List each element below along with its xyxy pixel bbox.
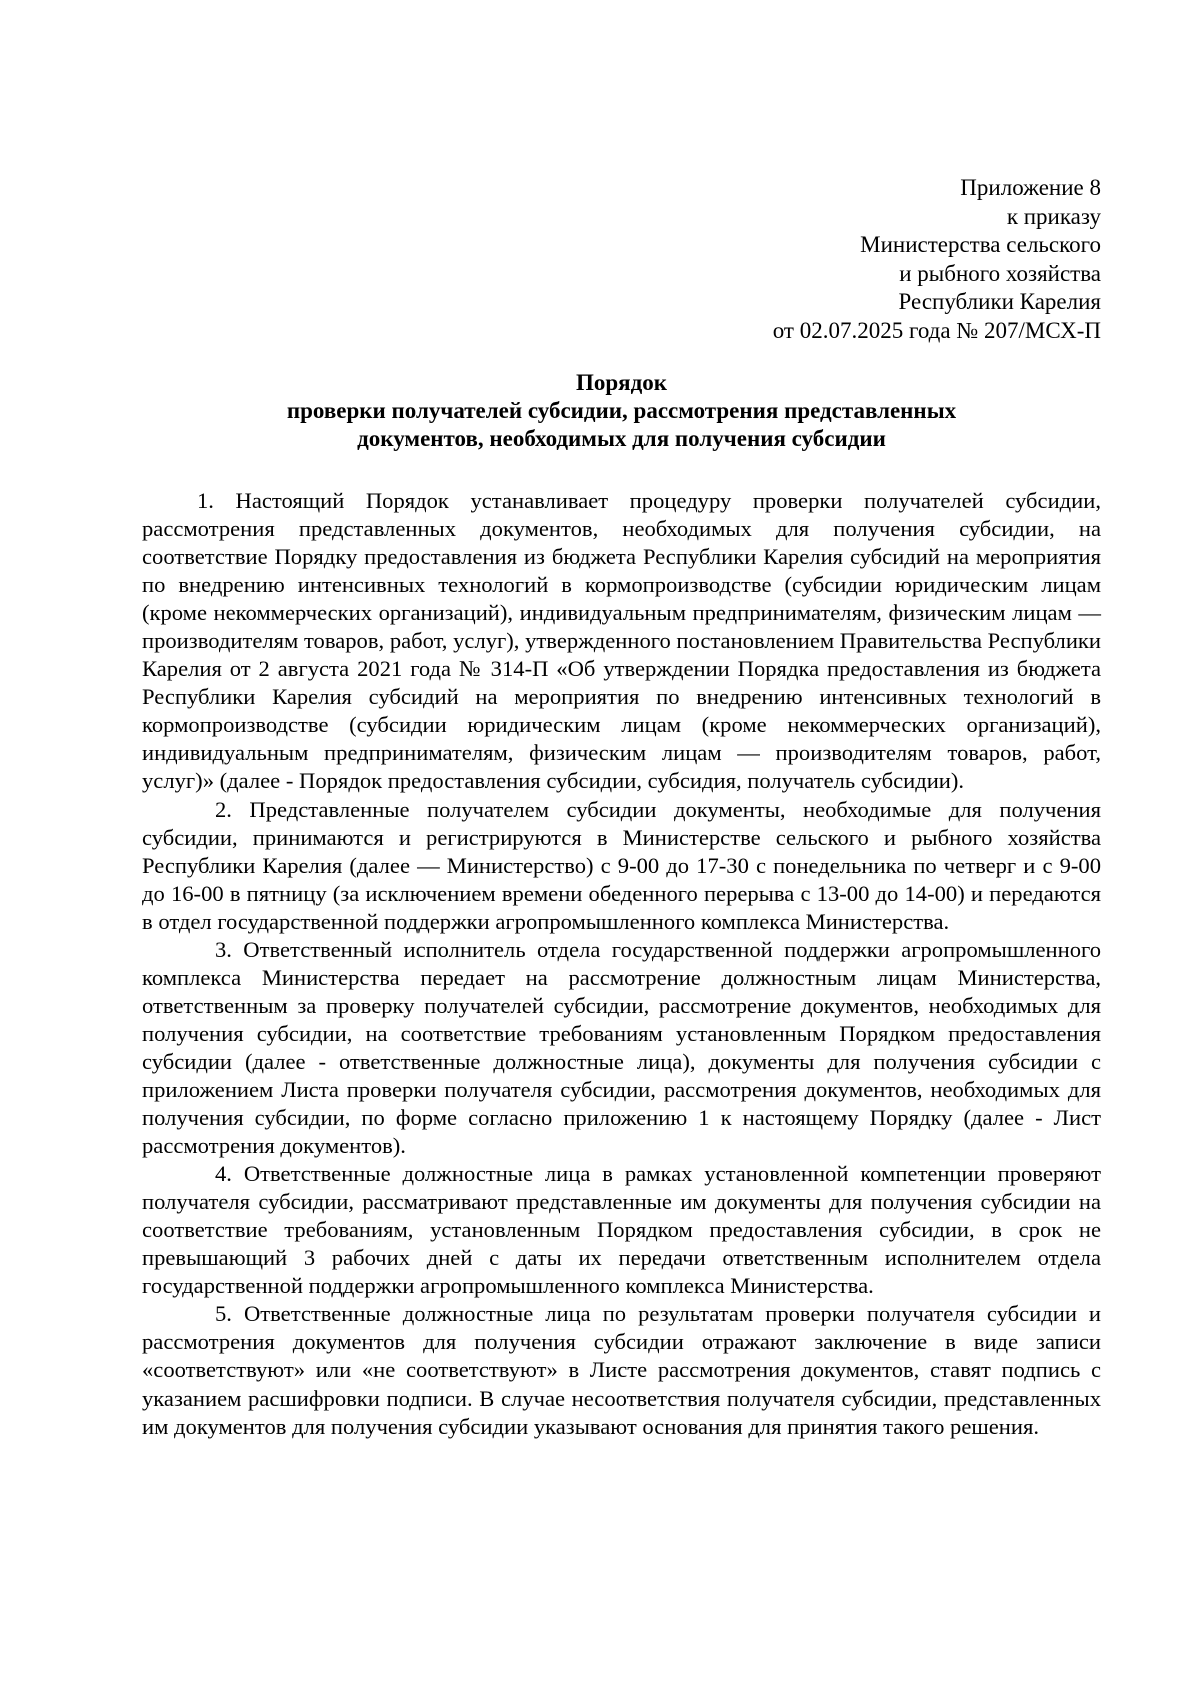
paragraph-4: 4. Ответственные должностные лица в рамках установленной компетенции проверяют получателя субсидии, рассматривают представленные им документы для получения субсидии на соответствие требованиям, установленным Порядком предоставления субсидии, в срок не превышающий 3 рабочих дней с даты их передачи ответственным исполнителем отдела государственной поддержки агропромышленного комплекса Министерства. bbox=[142, 1161, 1101, 1299]
title-line: проверки получателей субсидии, рассмотрения представленных bbox=[286, 398, 957, 423]
title-line: документов, необходимых для получения субсидии bbox=[357, 426, 886, 451]
appendix-line: от 02.07.2025 года № 207/МСХ-П bbox=[772, 317, 1101, 343]
appendix-line: к приказу bbox=[1006, 203, 1101, 229]
appendix-header bbox=[773, 174, 1101, 345]
paragraph-2: 2. Представленные получателем субсидии документы, необходимые для получения субсидии, принимаются и регистрируются в Министерстве сельского и рыбного хозяйства Республики Карелия (далее — Министерство) с 9-00 до 17-30 с понедельника по четверг и с 9-00 до 16-00 в пятницу (за исключением времени обеденного перерыва с 13-00 до 14-00) и передаются в отдел государственной поддержки агропромышленного комплекса Министерства. bbox=[142, 796, 1101, 934]
appendix-line: и рыбного хозяйства bbox=[899, 260, 1101, 286]
appendix-line: Министерства сельского bbox=[860, 232, 1101, 257]
appendix-line: Республики Карелия bbox=[898, 289, 1101, 314]
paragraph-1: 1. Настоящий Порядок устанавливает процедуру проверки получателей субсидии, рассмотрения представленных документов, необходимых для получения субсидии, на соответствие Порядку предоставления из бюджета Республики Карелия субсидий на мероприятия по внедрению интенсивных технологий в кормопроизводстве (субсидии юридическим лицам (кроме некоммерческих организаций), индивидуальным предпринимателям, физическим лицам — производителям товаров, работ, услуг), утвержденного постановлением Правительства Республики Карелия от 2 августа 2021 года № 314-П «Об утверждении Порядка предоставления из бюджета Республики Карелия субсидий на мероприятия по внедрению интенсивных технологий в кормопроизводстве (субсидии юридическим лицам (кроме некоммерческих организаций), индивидуальным предпринимателям, физическим лицам — производителям товаров, работ, услуг)» (далее - Порядок предоставления субсидии, субсидия, получатель субсидии). bbox=[142, 488, 1101, 794]
title-line: Порядок bbox=[575, 370, 667, 395]
document-title bbox=[142, 369, 1101, 453]
document-body bbox=[142, 487, 1101, 1441]
paragraph-5: 5. Ответственные должностные лица по результатам проверки получателя субсидии и рассмотрения документов для получения субсидии отражают заключение в виде записи «соответствуют» или «не соответствуют» в Листе рассмотрения документов, ставят подпись с указанием расшифровки подписи. В случае несоответствия получателя субсидии, представленных им документов для получения субсидии указывают основания для принятия такого решения. bbox=[142, 1301, 1101, 1439]
paragraph-3: 3. Ответственный исполнитель отдела государственной поддержки агропромышленного комплекса Министерства передает на рассмотрение должностным лицам Министерства, ответственным за проверку получателей субсидии, рассмотрение документов, необходимых для получения субсидии, на соответствие требованиям установленным Порядком предоставления субсидии (далее - ответственные должностные лица), документы для получения субсидии с приложением Листа проверки получателя субсидии, рассмотрения документов, необходимых для получения субсидии, по форме согласно приложению 1 к настоящему Порядку (далее - Лист рассмотрения документов). bbox=[142, 936, 1101, 1159]
appendix-line: Приложение 8 bbox=[960, 175, 1101, 200]
